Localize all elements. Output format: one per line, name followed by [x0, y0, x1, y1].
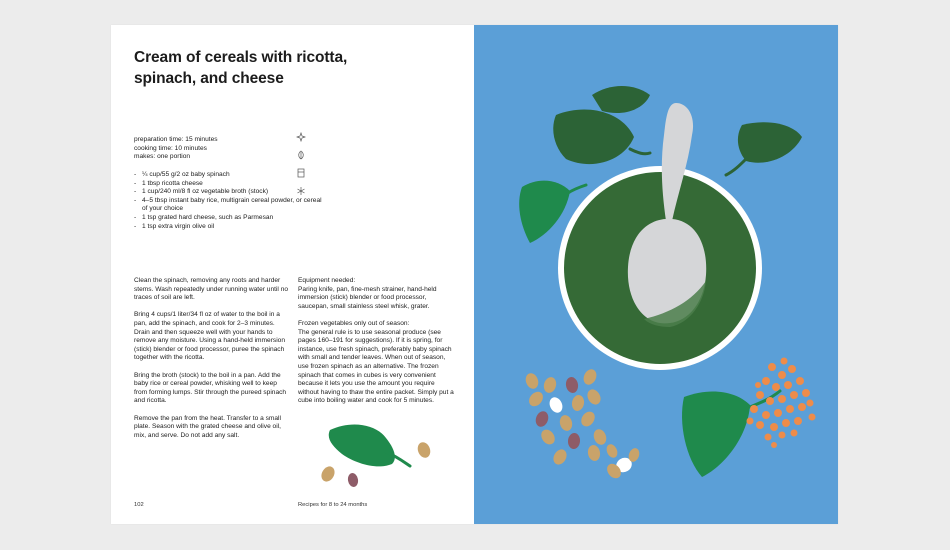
ingredient-item: - ¼ cup/55 g/2 oz baby spinach [134, 171, 324, 180]
spinach-leaf-illustration-small [316, 418, 446, 493]
ingredient-item: - 1 tsp extra virgin olive oil [134, 223, 324, 232]
method-step: Clean the spinach, removing any roots and harder stems. Wash repeatedly under running water until no traces of soil are left. [134, 277, 289, 302]
portion-count: makes: one portion [134, 153, 191, 161]
recipe-title [134, 47, 454, 89]
frozen-text: The general rule is to use seasonal produce (see pages 160–191 for suggestions). If it is spring, for instance, use fresh spinach, preferably baby spinach with small and tender leaves. When out of season, use frozen spinach as an alternative. The frozen spinach that comes in cubes is very convenient because it lets you use the amount you require without having to thaw the entire packet. Simply put a cube into boiling water and cook for 5 minutes. [298, 328, 454, 405]
bowl-illustration [474, 25, 838, 524]
equipment-text: Paring knife, pan, fine-mesh strainer, hand-held immersion (stick) blender or food processor, saucepan, small stainless steel whisk, grater. [298, 285, 437, 310]
right-page-illustration [474, 25, 838, 524]
frozen-heading: Frozen vegetables only out of season: [298, 319, 410, 327]
notes-column [298, 277, 454, 415]
left-page [111, 25, 474, 524]
equipment-heading: Equipment needed: [298, 277, 356, 284]
recipe-meta [134, 136, 314, 162]
frozen-note [298, 320, 454, 406]
beans [524, 367, 641, 481]
recipe-title-line-1: Cream of cereals with ricotta, [134, 49, 348, 66]
ingredient-item: - 1 tbsp ricotta cheese [134, 180, 324, 189]
method-step: Bring 4 cups/1 liter/34 fl oz of water to the boil in a pan, add the spinach, and cook for 2–3 minutes. Drain and then squeeze well with your hands to remove any moisture. Using a hand-held immersion (stick) blender or food processor, puree the spinach together with the ricotta. [134, 311, 285, 362]
equipment-note [298, 277, 454, 311]
page-number: 102 [134, 502, 144, 508]
ingredient-item: - 1 cup/240 ml/8 fl oz vegetable broth (stock) [134, 188, 324, 197]
leaf-icon [296, 150, 306, 160]
cooking-time: cooking time: 10 minutes [134, 144, 207, 152]
ingredient-item: - 1 tsp grated hard cheese, such as Parmesan [134, 214, 324, 223]
method-step: Remove the pan from the heat. Transfer to a small plate. Season with the grated cheese and olive oil, mix, and serve. Do not add any salt. [134, 414, 281, 439]
vegetarian-icon [296, 132, 306, 142]
ingredient-list [134, 171, 324, 231]
book-spread [111, 25, 838, 524]
method-step: Bring the broth (stock) to the boil in a pan. Add the baby rice or cereal powder, whisking well to keep from forming lumps. Stir through the pureed spinach and ricotta. [134, 371, 287, 405]
recipe-title-line-2: spinach, and cheese [134, 70, 284, 87]
preparation-time: preparation time: 15 minutes [134, 136, 218, 143]
running-title: Recipes for 8 to 24 months [298, 502, 368, 508]
method-column [134, 277, 289, 449]
ingredient-item: - 4–5 tbsp instant baby rice, multigrain cereal powder, or cereal of your choice [134, 197, 324, 214]
